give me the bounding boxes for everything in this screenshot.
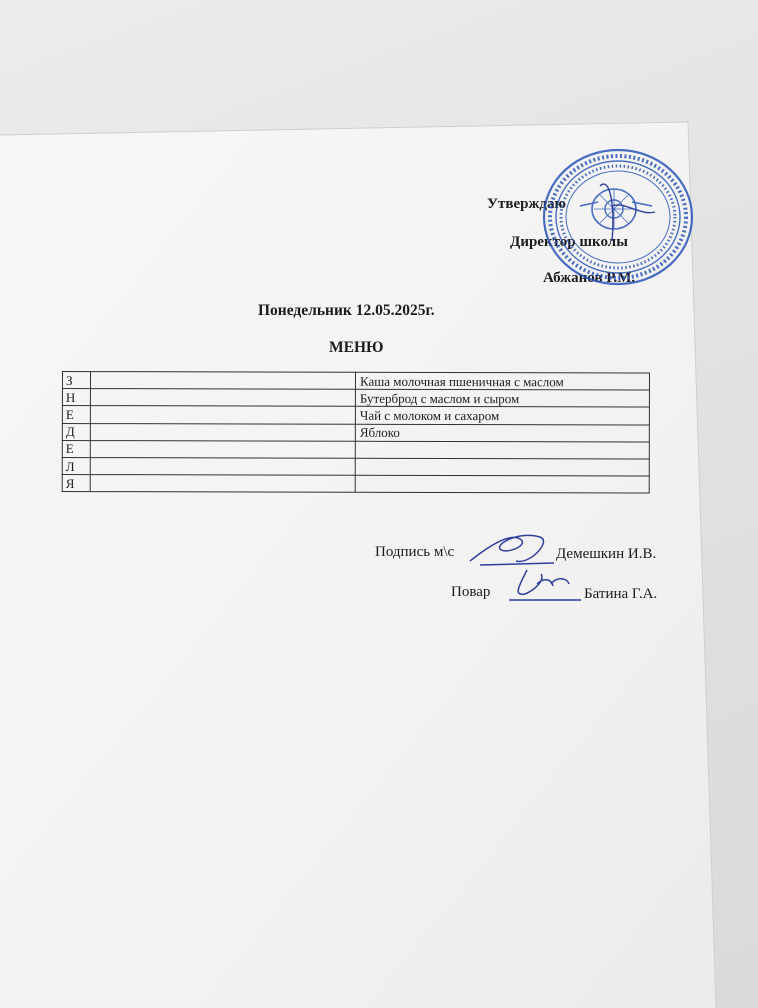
blank-cell (90, 440, 355, 458)
official-seal-icon (540, 146, 696, 290)
table-row (62, 440, 649, 459)
dish-cell (355, 458, 649, 476)
blank-cell (90, 423, 355, 441)
dish-cell (355, 475, 649, 493)
row-letter: Д (62, 423, 90, 440)
nurse-name: Демешкин И.В. (556, 546, 657, 562)
dish-cell: Яблоко (355, 424, 649, 442)
dish-cell: Чай с молоком и сахаром (355, 407, 649, 425)
blank-cell (90, 372, 355, 390)
row-letter: Я (62, 475, 90, 492)
row-letter: Н (62, 389, 90, 406)
cook-signature-icon (505, 560, 587, 606)
dish-cell: Бутерброд с маслом и сыром (355, 389, 649, 407)
table-row (62, 389, 649, 408)
menu-table (62, 371, 650, 494)
row-letter: Е (62, 440, 90, 457)
table-row (62, 406, 649, 425)
table-row (62, 475, 649, 494)
approval-line-2: Директор школы (510, 234, 628, 250)
table-row (62, 423, 649, 442)
cook-signature-label: Повар (451, 584, 491, 600)
dish-cell: Каша молочная пшеничная с маслом (355, 372, 649, 390)
approval-line-1: Утверждаю (487, 196, 566, 212)
row-letter: Л (62, 457, 90, 474)
dish-cell (355, 441, 649, 459)
nurse-signature-label: Подпись м\с (375, 544, 455, 560)
table-row (62, 457, 649, 476)
table-row (62, 372, 649, 391)
blank-cell (90, 406, 355, 424)
blank-cell (90, 475, 355, 493)
blank-cell (90, 389, 355, 407)
approval-line-3: Абжанов Р.М. (543, 270, 636, 286)
menu-title: МЕНЮ (329, 339, 384, 356)
blank-cell (90, 458, 355, 476)
row-letter: З (62, 372, 90, 389)
cook-name: Батина Г.А. (584, 586, 658, 602)
date-heading: Понедельник 12.05.2025г. (258, 302, 435, 319)
row-letter: Е (62, 406, 90, 423)
